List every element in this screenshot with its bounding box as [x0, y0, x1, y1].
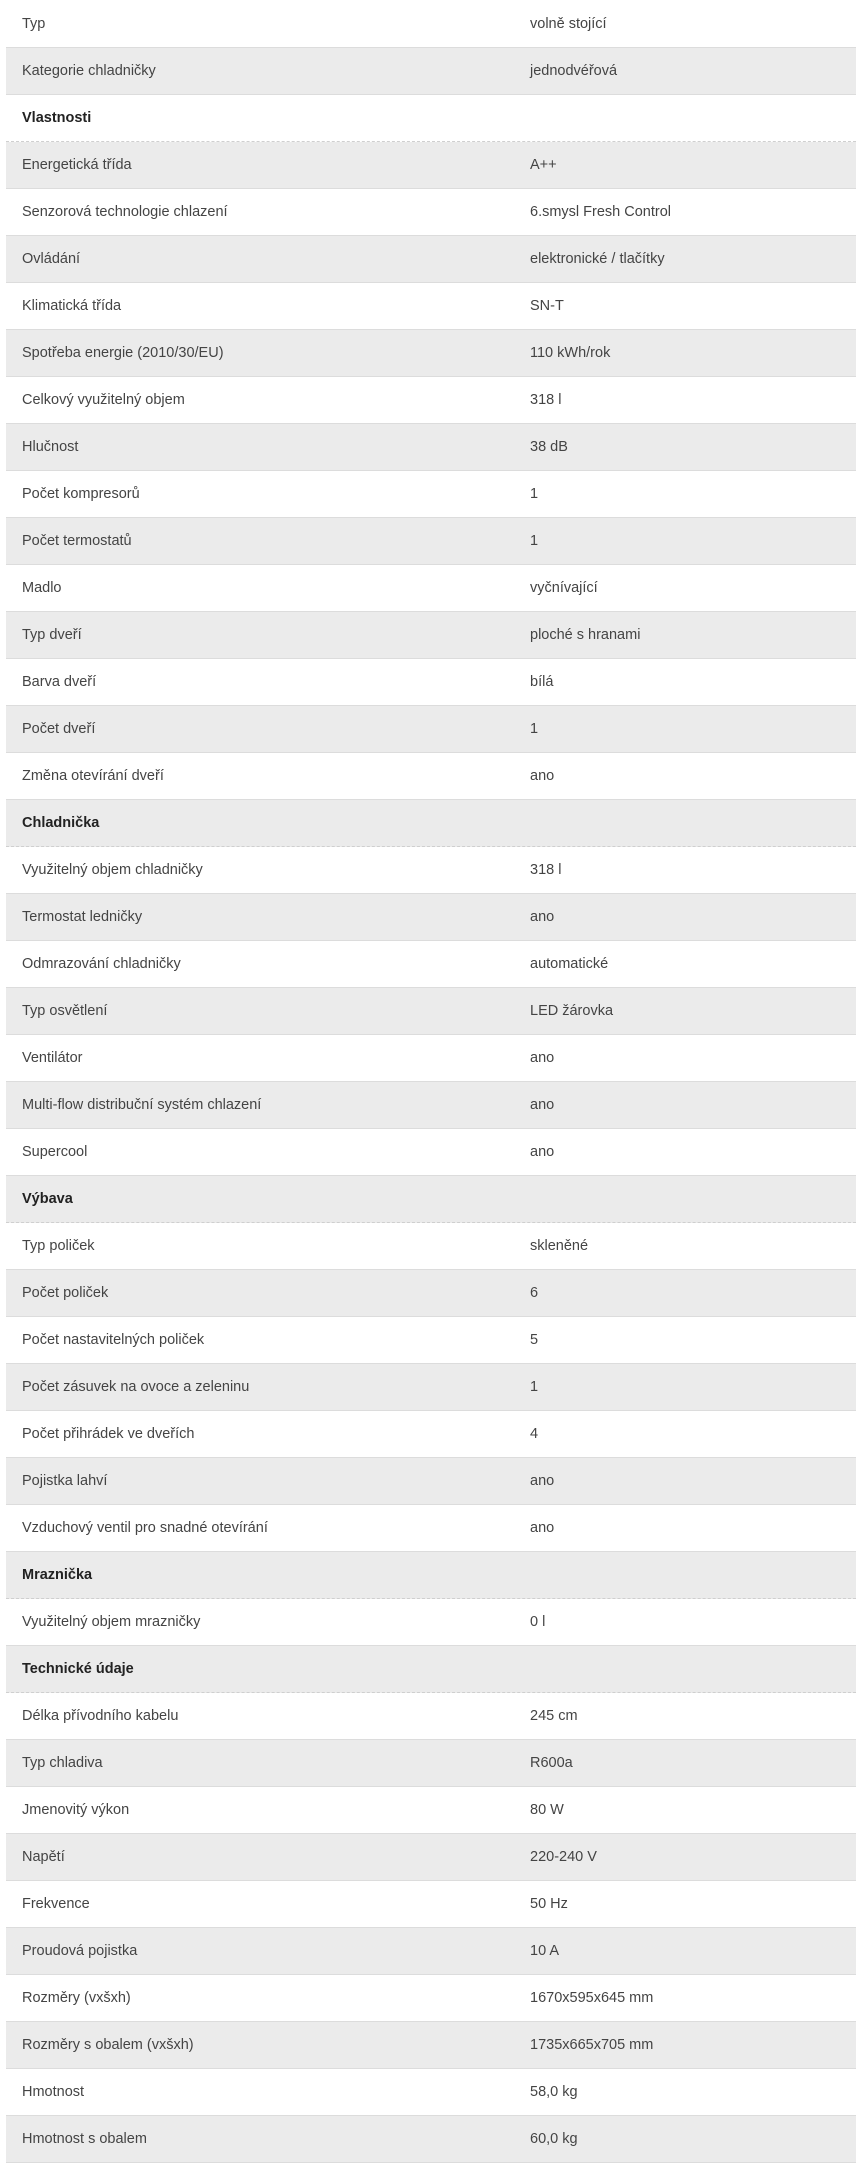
spec-value: ano — [530, 1050, 555, 1066]
spec-row — [6, 142, 856, 189]
spec-value: ano — [530, 768, 555, 784]
spec-label: Počet kompresorů — [22, 486, 140, 502]
spec-value: ano — [530, 1144, 555, 1160]
section-title: Mraznička — [22, 1567, 93, 1583]
spec-value: 80 W — [530, 1802, 564, 1818]
spec-label: Senzorová technologie chlazení — [22, 204, 228, 220]
spec-row — [6, 377, 856, 424]
spec-row — [6, 283, 856, 330]
spec-row — [6, 1364, 856, 1411]
spec-value: 10 A — [530, 1943, 560, 1959]
spec-row — [6, 1834, 856, 1881]
spec-label: Celkový využitelný objem — [22, 392, 185, 408]
spec-value: ano — [530, 1520, 555, 1536]
spec-value: 1 — [530, 1379, 539, 1395]
spec-value: 110 kWh/rok — [530, 345, 611, 361]
spec-value: skleněné — [530, 1238, 589, 1254]
spec-label: Supercool — [22, 1144, 88, 1160]
spec-label: Termostat ledničky — [22, 909, 143, 925]
spec-label: Změna otevírání dveří — [22, 768, 164, 784]
spec-row — [6, 612, 856, 659]
spec-label: Spotřeba energie (2010/30/EU) — [22, 345, 224, 361]
spec-row — [6, 2069, 856, 2116]
spec-row — [6, 518, 856, 565]
spec-label: Kategorie chladničky — [22, 63, 156, 79]
spec-row — [6, 1599, 856, 1646]
spec-row — [6, 753, 856, 800]
spec-row — [6, 1787, 856, 1834]
spec-row — [6, 706, 856, 753]
section-title: Vlastnosti — [22, 110, 92, 126]
specification-table — [6, 1, 856, 2163]
spec-label: Rozměry s obalem (vxšxh) — [22, 2037, 194, 2053]
spec-value: LED žárovka — [530, 1003, 614, 1019]
section-header-row — [6, 800, 856, 847]
spec-label: Jmenovitý výkon — [22, 1802, 130, 1818]
spec-label: Multi-flow distribuční systém chlazení — [22, 1097, 262, 1113]
spec-value: 318 l — [530, 862, 562, 878]
spec-label: Napětí — [22, 1849, 65, 1865]
spec-label: Počet přihrádek ve dveřích — [22, 1426, 195, 1442]
spec-row — [6, 1505, 856, 1552]
spec-value: 1 — [530, 486, 539, 502]
spec-value: 38 dB — [530, 439, 568, 455]
spec-row — [6, 471, 856, 518]
spec-value: 1735x665x705 mm — [530, 2037, 654, 2053]
spec-value: SN-T — [530, 298, 564, 314]
spec-value: elektronické / tlačítky — [530, 251, 665, 267]
spec-row — [6, 894, 856, 941]
spec-value: ano — [530, 1097, 555, 1113]
spec-label: Barva dveří — [22, 674, 97, 690]
section-title: Chladnička — [22, 815, 100, 831]
spec-value: 58,0 kg — [530, 2084, 578, 2100]
spec-value: A++ — [530, 157, 557, 173]
spec-row — [6, 1035, 856, 1082]
spec-row — [6, 48, 856, 95]
spec-label: Využitelný objem chladničky — [22, 862, 203, 878]
spec-row — [6, 1458, 856, 1505]
spec-value: ano — [530, 1473, 555, 1489]
spec-label: Hlučnost — [22, 439, 79, 455]
spec-label: Typ osvětlení — [22, 1003, 108, 1019]
spec-label: Počet nastavitelných poliček — [22, 1332, 205, 1348]
spec-value: 4 — [530, 1426, 539, 1442]
spec-label: Frekvence — [22, 1896, 90, 1912]
spec-label: Ventilátor — [22, 1050, 83, 1066]
spec-value: 60,0 kg — [530, 2131, 578, 2147]
spec-label: Typ chladiva — [22, 1755, 103, 1771]
spec-label: Využitelný objem mrazničky — [22, 1614, 201, 1630]
spec-value: 1 — [530, 721, 539, 737]
spec-row — [6, 1270, 856, 1317]
spec-label: Hmotnost s obalem — [22, 2131, 147, 2147]
spec-value: 245 cm — [530, 1708, 578, 1724]
spec-row — [6, 424, 856, 471]
spec-row — [6, 1975, 856, 2022]
spec-row — [6, 1881, 856, 1928]
spec-row — [6, 236, 856, 283]
spec-value: 318 l — [530, 392, 562, 408]
spec-row — [6, 1, 856, 48]
spec-value: 1670x595x645 mm — [530, 1990, 654, 2006]
spec-row — [6, 1082, 856, 1129]
spec-label: Počet zásuvek na ovoce a zeleninu — [22, 1379, 250, 1395]
section-title: Výbava — [22, 1191, 73, 1207]
spec-row — [6, 1317, 856, 1364]
spec-label: Pojistka lahví — [22, 1473, 108, 1489]
spec-value: 1 — [530, 533, 539, 549]
section-title: Technické údaje — [22, 1661, 134, 1677]
spec-row — [6, 847, 856, 894]
spec-label: Madlo — [22, 580, 62, 596]
spec-value: ploché s hranami — [530, 627, 641, 643]
spec-label: Typ — [22, 16, 46, 32]
spec-row — [6, 1223, 856, 1270]
spec-value: 5 — [530, 1332, 539, 1348]
spec-label: Klimatická třída — [22, 298, 122, 314]
spec-row — [6, 1928, 856, 1975]
spec-label: Rozměry (vxšxh) — [22, 1990, 131, 2006]
spec-row — [6, 330, 856, 377]
spec-row — [6, 1129, 856, 1176]
spec-label: Proudová pojistka — [22, 1943, 138, 1959]
spec-label: Počet poliček — [22, 1285, 109, 1301]
section-header-row — [6, 1552, 856, 1599]
spec-row — [6, 1693, 856, 1740]
spec-label: Vzduchový ventil pro snadné otevírání — [22, 1520, 268, 1536]
spec-row — [6, 988, 856, 1035]
spec-label: Délka přívodního kabelu — [22, 1708, 179, 1724]
spec-value: bílá — [530, 674, 554, 690]
spec-value: volně stojící — [530, 16, 607, 32]
spec-value: vyčnívající — [530, 580, 598, 596]
spec-label: Hmotnost — [22, 2084, 85, 2100]
spec-label: Typ dveří — [22, 627, 82, 643]
spec-label: Ovládání — [22, 251, 81, 267]
spec-value: R600a — [530, 1755, 573, 1771]
spec-label: Počet termostatů — [22, 533, 132, 549]
spec-row — [6, 2116, 856, 2163]
section-header-row — [6, 95, 856, 142]
spec-row — [6, 941, 856, 988]
spec-label: Počet dveří — [22, 721, 96, 737]
spec-row — [6, 565, 856, 612]
spec-label: Energetická třída — [22, 157, 132, 173]
spec-row — [6, 1740, 856, 1787]
spec-row — [6, 659, 856, 706]
spec-label: Odmrazování chladničky — [22, 956, 181, 972]
spec-value: jednodvéřová — [530, 63, 618, 79]
spec-row — [6, 1411, 856, 1458]
spec-row — [6, 189, 856, 236]
spec-label: Typ poliček — [22, 1238, 95, 1254]
section-header-row — [6, 1176, 856, 1223]
spec-value: 50 Hz — [530, 1896, 568, 1912]
spec-value: 220-240 V — [530, 1849, 597, 1865]
section-header-row — [6, 1646, 856, 1693]
spec-value: 6.smysl Fresh Control — [530, 204, 672, 220]
spec-value: 0 l — [530, 1614, 546, 1630]
spec-row — [6, 2022, 856, 2069]
spec-value: 6 — [530, 1285, 539, 1301]
spec-value: ano — [530, 909, 555, 925]
spec-value: automatické — [530, 956, 609, 972]
